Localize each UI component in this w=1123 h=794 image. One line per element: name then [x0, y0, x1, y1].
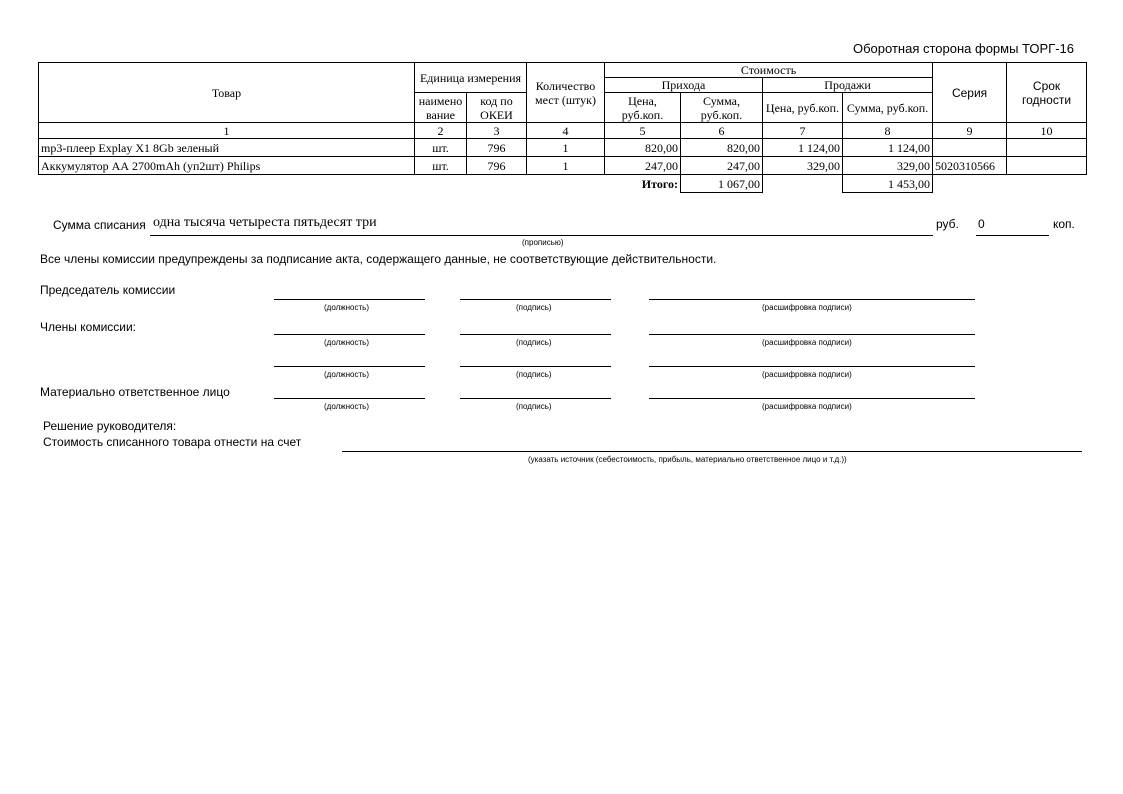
source-caption: (указать источник (себестоимость, прибыль, материально ответственное лицо и т.д.)) [528, 455, 847, 464]
signature-line [460, 366, 611, 367]
cell-expiry [1007, 139, 1087, 157]
header-unit-code: код по ОКЕИ [467, 93, 527, 123]
cell-qty: 1 [527, 139, 605, 157]
header-income-price: Цена, руб.коп. [605, 93, 681, 123]
writeoff-words-caption: (прописью) [522, 238, 564, 247]
cell-income-sum: 820,00 [681, 139, 763, 157]
header-quantity: Количество мест (штук) [527, 63, 605, 123]
total-sale-sum: 1 453,00 [843, 175, 933, 193]
column-number: 6 [681, 123, 763, 139]
cell-sale-sum: 329,00 [843, 157, 933, 175]
header-expiry: Срок годности [1007, 63, 1087, 123]
cell-product: mp3-плеер Explay X1 8Gb зеленый [39, 139, 415, 157]
form-title: Оборотная сторона формы ТОРГ-16 [853, 41, 1075, 56]
header-cost: Стоимость [605, 63, 933, 78]
cell-expiry [1007, 157, 1087, 175]
position-line [274, 334, 425, 335]
column-number: 2 [415, 123, 467, 139]
header-series: Серия [933, 63, 1007, 123]
position-caption: (должность) [324, 338, 369, 347]
table-row [39, 157, 1087, 175]
column-number: 5 [605, 123, 681, 139]
cell-unit: шт. [415, 157, 467, 175]
decode-caption: (расшифровка подписи) [762, 303, 852, 312]
writeoff-label: Сумма списания [53, 218, 146, 232]
warning-text: Все члены комиссии предупреждены за подписание акта, содержащего данные, не соответствующие действительности. [40, 252, 717, 266]
writeoff-amount-words: одна тысяча четыреста пятьдесят три [153, 215, 377, 230]
cell-series: 5020310566 [933, 157, 1007, 175]
account-line [342, 451, 1082, 452]
table-row [39, 139, 1087, 157]
header-unit-name: наимено вание [415, 93, 467, 123]
decode-line [649, 366, 975, 367]
cell-income-price: 247,00 [605, 157, 681, 175]
cell-qty: 1 [527, 157, 605, 175]
position-caption: (должность) [324, 303, 369, 312]
column-number: 9 [933, 123, 1007, 139]
signature-line [460, 334, 611, 335]
decode-caption: (расшифровка подписи) [762, 402, 852, 411]
signature-line [460, 398, 611, 399]
header-sales: Продажи [763, 78, 933, 93]
column-number: 10 [1007, 123, 1087, 139]
signature-caption: (подпись) [516, 402, 552, 411]
decode-line [649, 299, 975, 300]
column-number: 4 [527, 123, 605, 139]
column-number: 3 [467, 123, 527, 139]
decision-title: Решение руководителя: [43, 419, 177, 433]
position-line [274, 398, 425, 399]
position-line [274, 366, 425, 367]
header-unit: Единица измерения [415, 63, 527, 93]
decode-caption: (расшифровка подписи) [762, 370, 852, 379]
header-product: Товар [39, 63, 415, 123]
signature-caption: (подпись) [516, 303, 552, 312]
signature-caption: (подпись) [516, 370, 552, 379]
cell-code: 796 [467, 157, 527, 175]
cell-code: 796 [467, 139, 527, 157]
decode-caption: (расшифровка подписи) [762, 338, 852, 347]
total-label: Итого: [641, 176, 678, 191]
position-caption: (должность) [324, 370, 369, 379]
decision-account-label: Стоимость списанного товара отнести на счет [43, 435, 302, 449]
cell-income-sum: 247,00 [681, 157, 763, 175]
cell-income-price: 820,00 [605, 139, 681, 157]
cell-sale-sum: 1 124,00 [843, 139, 933, 157]
kop-line [976, 235, 1049, 236]
cell-series [933, 139, 1007, 157]
signature-caption: (подпись) [516, 338, 552, 347]
goods-table [38, 62, 1087, 193]
column-number: 8 [843, 123, 933, 139]
rub-label: руб. [936, 217, 959, 231]
decode-line [649, 334, 975, 335]
header-sale-sum: Сумма, руб.коп. [843, 93, 933, 123]
cell-product: Аккумулятор АА 2700mAh (уп2шт) Philips [39, 157, 415, 175]
total-row [39, 175, 1087, 193]
column-number: 7 [763, 123, 843, 139]
header-sale-price: Цена, руб.коп. [763, 93, 843, 123]
position-line [274, 299, 425, 300]
cell-unit: шт. [415, 139, 467, 157]
writeoff-amount-line [150, 235, 933, 236]
responsible-label: Материально ответственное лицо [40, 385, 230, 399]
cell-sale-price: 1 124,00 [763, 139, 843, 157]
cell-sale-price: 329,00 [763, 157, 843, 175]
signature-line [460, 299, 611, 300]
position-caption: (должность) [324, 402, 369, 411]
kop-value: 0 [978, 217, 985, 231]
kop-label: коп. [1053, 217, 1075, 231]
members-label: Члены комиссии: [40, 320, 137, 334]
header-income-sum: Сумма, руб.коп. [681, 93, 763, 123]
total-income-sum: 1 067,00 [681, 175, 763, 193]
column-number: 1 [39, 123, 415, 139]
header-income: Прихода [605, 78, 763, 93]
decode-line [649, 398, 975, 399]
chairman-label: Председатель комиссии [40, 283, 176, 297]
